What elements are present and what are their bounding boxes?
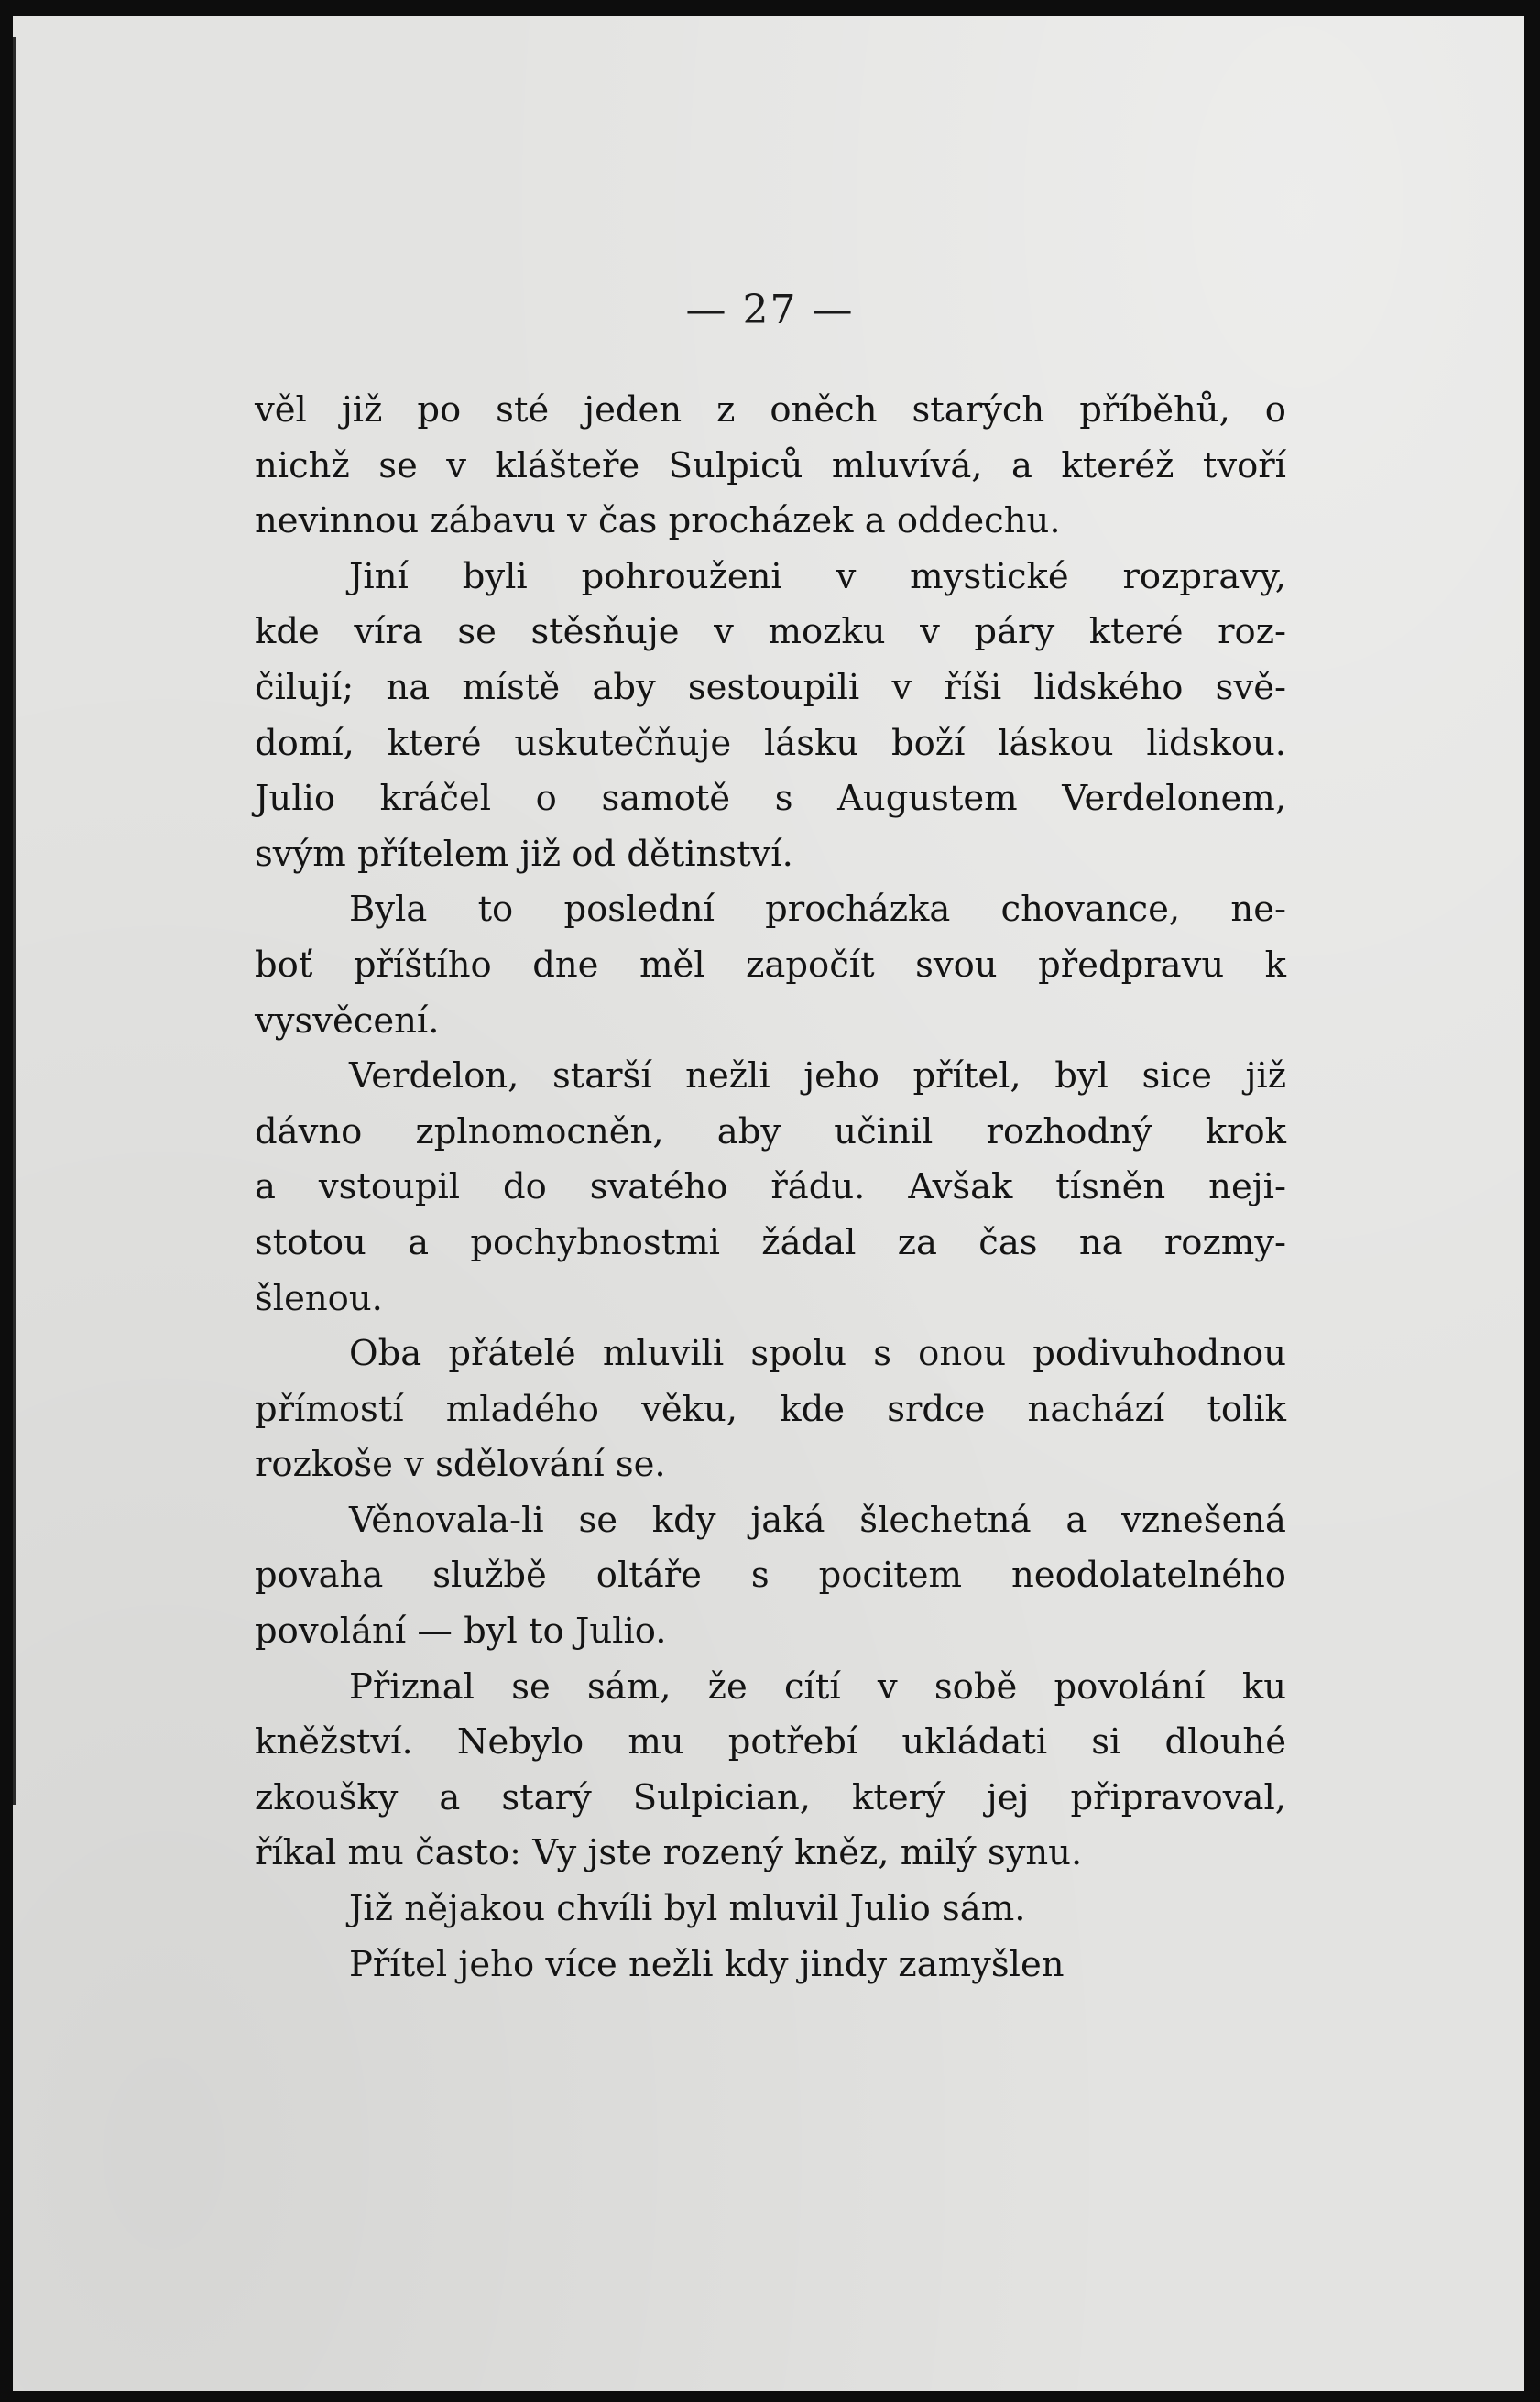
text-line: vysvěcení. — [255, 999, 440, 1042]
text-line: boť příštího dne měl započít svou předpravu k — [255, 944, 1286, 986]
text-line: a vstoupil do svatého řádu. Avšak tísněn neji- — [255, 1166, 1286, 1208]
text-line: přímostí mladého věku, kde srdce nachází tolik — [255, 1388, 1286, 1430]
text-line: Oba přátelé mluvili spolu s onou podivuhodnou — [349, 1333, 1286, 1375]
text-line: Jiní byli pohrouženi v mystické rozpravy, — [349, 555, 1286, 597]
text-line: Julio kráčel o samotě s Augustem Verdelonem, — [255, 778, 1286, 820]
text-line: šlenou. — [255, 1277, 383, 1319]
text-line: zkoušky a starý Sulpician, který jej připravoval, — [255, 1776, 1286, 1818]
text-line: čilují; na místě aby sestoupili v říši lidského svě- — [255, 666, 1286, 708]
text-line: rozkoše v sdělování se. — [255, 1444, 666, 1486]
text-line: Verdelon, starší nežli jeho přítel, byl sice již — [349, 1055, 1286, 1097]
text-line: stotou a pochybnostmi žádal za čas na rozmy- — [255, 1221, 1286, 1263]
text-line: věl již po sté jeden z oněch starých příběhů, o — [255, 389, 1286, 431]
text-line: Věnovala-li se kdy jaká šlechetná a vznešená — [349, 1499, 1286, 1541]
text-line: Byla to poslední procházka chovance, ne- — [349, 889, 1286, 931]
text-line: nevinnou zábavu v čas procházek a oddechu. — [255, 500, 1061, 542]
text-line: povolání — byl to Julio. — [255, 1610, 667, 1653]
text-line: kněžství. Nebylo mu potřebí ukládati si dlouhé — [255, 1721, 1286, 1763]
text-line: Již nějakou chvíli byl mluvil Julio sám. — [349, 1888, 1026, 1930]
page-number: — 27 — — [685, 287, 855, 333]
text-line: nichž se v klášteře Sulpiců mluvívá, a kteréž tvoří — [255, 444, 1286, 486]
body-text — [255, 383, 1286, 1993]
text-line: Přiznal se sám, že cítí v sobě povolání ku — [349, 1665, 1286, 1708]
text-line: povaha službě oltáře s pocitem neodolatelného — [255, 1555, 1286, 1597]
text-line: říkal mu často: Vy jste rozený kněz, milý synu. — [255, 1832, 1083, 1874]
text-line: Přítel jeho více nežli kdy jindy zamyšlen — [349, 1943, 1065, 1985]
text-line: domí, které uskutečňuje lásku boží láskou lidskou. — [255, 722, 1286, 764]
text-line: svým přítelem již od dětinství. — [255, 833, 793, 875]
text-line: kde víra se stěsňuje v mozku v páry které roz- — [255, 611, 1286, 653]
text-line: dávno zplnomocněn, aby učinil rozhodný krok — [255, 1110, 1286, 1152]
